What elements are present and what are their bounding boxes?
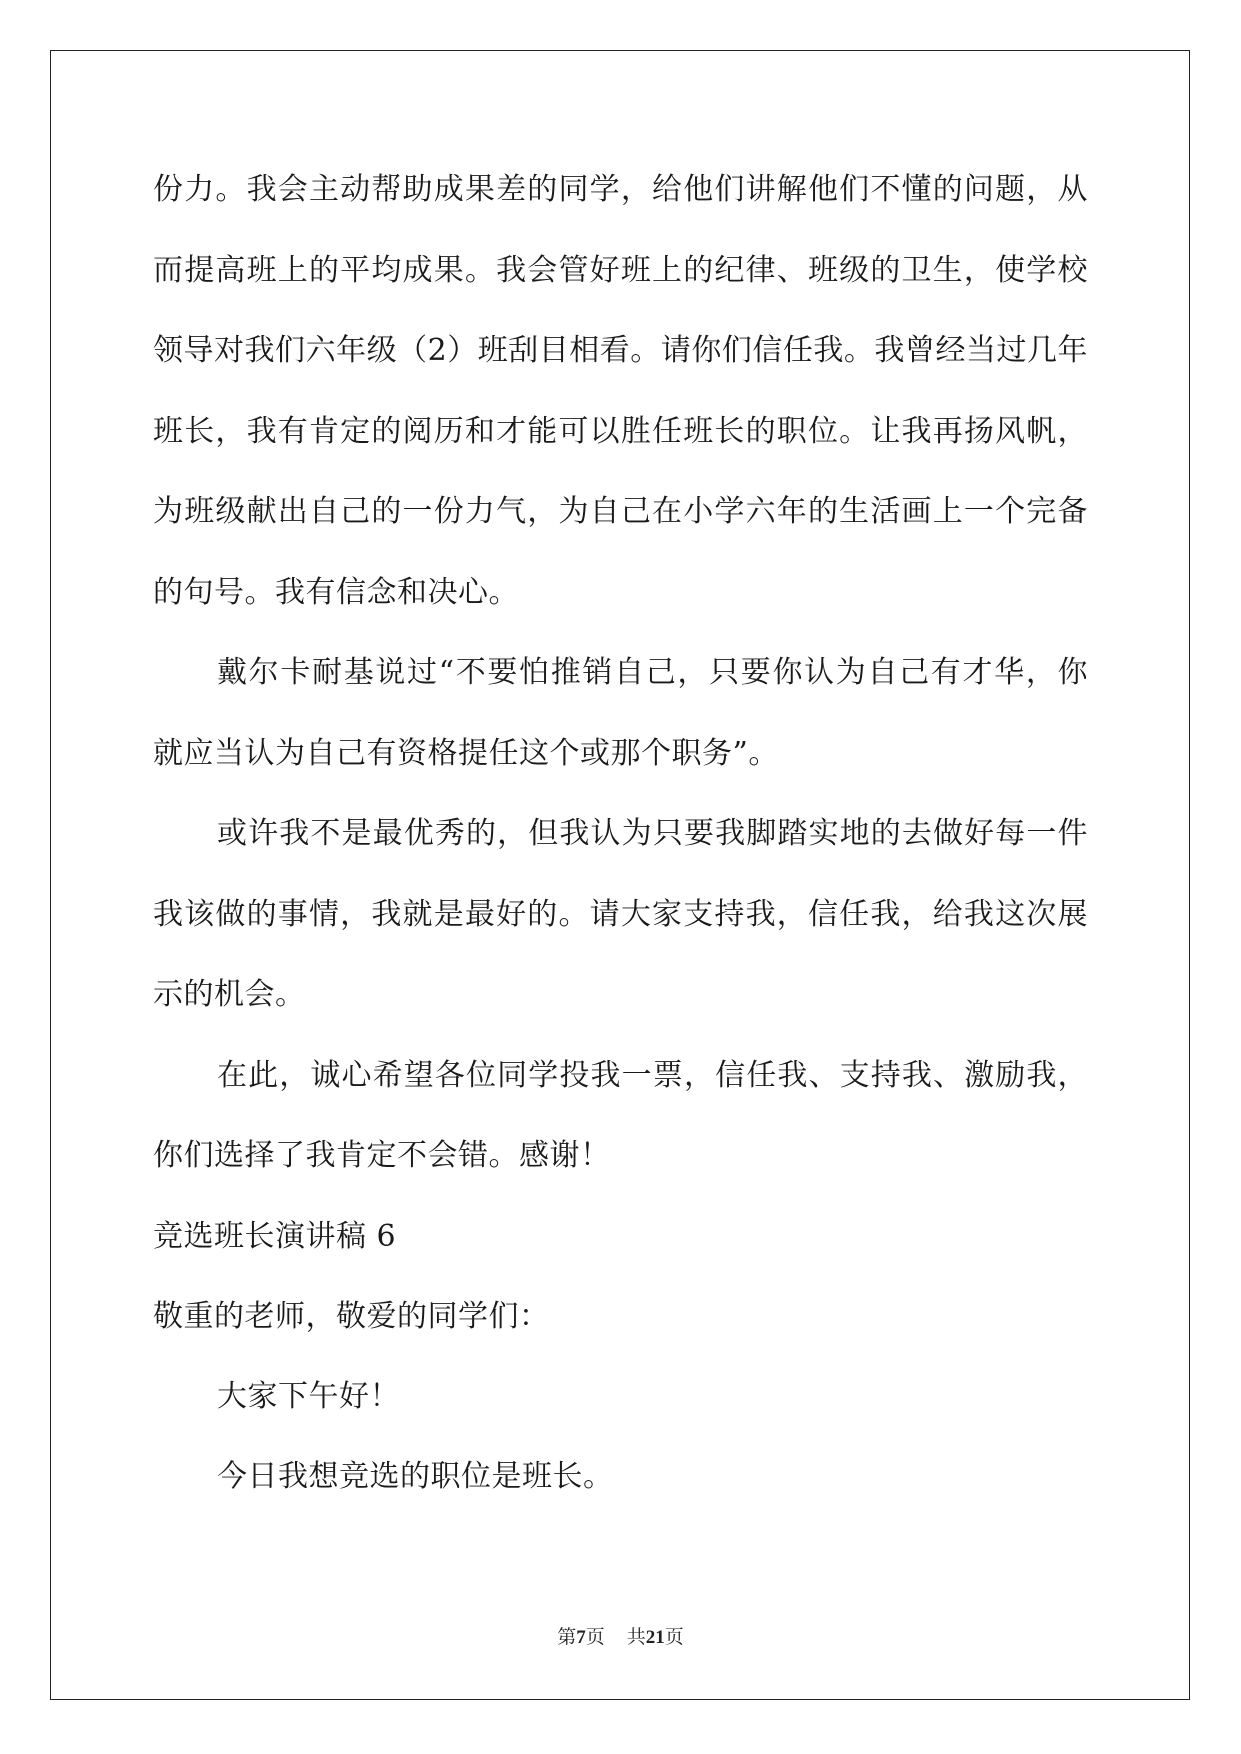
paragraph-line: 或许我不是最优秀的，但我认为只要我脚踏实地的去做好每一件 [217,816,1088,851]
page-number: 7 [576,1627,586,1648]
paragraph-line: 的句号。我有信念和决心。 [153,574,519,610]
paragraph-line: 班长，我有肯定的阅历和才能可以胜任班长的职位。让我再扬风帆， [153,413,1088,449]
paragraph-line: 示的机会。 [153,977,306,1012]
page-prefix: 第 [557,1627,577,1648]
paragraph-line: 你们选择了我肯定不会错。感谢！ [153,1138,611,1173]
total-pages: 21 [645,1627,665,1648]
paragraph-line: 领导对我们六年级（2）班刮目相看。请你们信任我。我曾经当过几年 [153,333,1088,368]
paragraph-line: 就应当认为自己有资格提任这个或那个职务”。 [153,735,779,771]
salutation: 敬重的老师，敬爱的同学们： [153,1298,550,1334]
greeting: 大家下午好！ [217,1378,400,1414]
total-prefix: 共 [626,1627,646,1648]
page-suffix: 页 [585,1627,605,1648]
paragraph-line: 在此，诚心希望各位同学投我一票，信任我、支持我、激励我， [217,1057,1088,1093]
section-heading: 竞选班长演讲稿 6 [153,1218,397,1254]
paragraph-line: 我该做的事情，我就是最好的。请大家支持我，信任我，给我这次展 [153,896,1088,932]
paragraph-line: 为班级献出自己的一份力气，为自己在小学六年的生活画上一个完备 [153,494,1088,529]
paragraph-line: 而提高班上的平均成果。我会管好班上的纪律、班级的卫生，使学校 [153,252,1088,288]
paragraph-line: 戴尔卡耐基说过“不要怕推销自己，只要你认为自己有才华，你 [217,655,1088,690]
page-footer [0,1624,1241,1652]
paragraph-line: 今日我想竞选的职位是班长。 [217,1458,614,1494]
document-body [153,165,1088,1532]
paragraph-line: 份力。我会主动帮助成果差的同学，给他们讲解他们不懂的问题，从 [153,172,1088,207]
total-suffix: 页 [664,1627,684,1648]
